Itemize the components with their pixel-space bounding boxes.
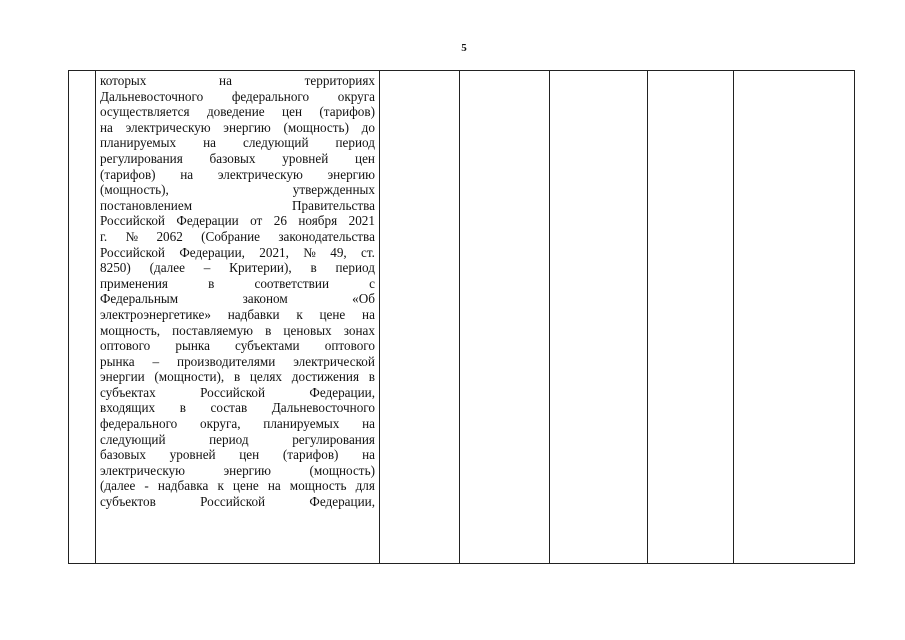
text-line [100, 447, 375, 463]
word: 26 [273, 213, 287, 229]
text-line [100, 245, 375, 261]
word: утвержденных [292, 182, 375, 198]
word: производителями [177, 353, 276, 369]
word: планируемых [263, 416, 340, 432]
text-line [100, 338, 375, 354]
word: № [125, 228, 139, 244]
word: оптового [324, 338, 375, 354]
word: регулирования [100, 150, 183, 166]
word: Правительства [292, 197, 375, 213]
text-line [100, 354, 375, 370]
word: в [179, 400, 186, 416]
word: Дальневосточного [271, 400, 375, 416]
word: 2021, [259, 244, 289, 260]
text-line [100, 369, 375, 385]
text-line [100, 120, 375, 136]
word: надбавка [157, 478, 209, 494]
word: Дальневосточного [100, 88, 204, 104]
word: оптового [100, 338, 151, 354]
text-line [100, 260, 375, 276]
word: ноября [298, 213, 338, 229]
word: рынка [175, 338, 210, 354]
word: электрическую [217, 166, 303, 182]
word: Российской [100, 213, 165, 229]
word: в [233, 369, 241, 385]
word: № [303, 244, 316, 260]
word: с [369, 275, 375, 291]
word: рынка [100, 353, 135, 369]
word: поставляемую [172, 322, 254, 338]
word: мощность, [100, 322, 161, 338]
word: (мощность) [309, 462, 375, 478]
word: 49, [330, 244, 347, 260]
text-line [100, 89, 375, 105]
word: цен [239, 447, 260, 463]
text-line [100, 400, 375, 416]
column-divider [733, 71, 734, 563]
word: - [144, 478, 149, 494]
word: (тарифов) [319, 104, 375, 120]
word: достижения [291, 369, 360, 385]
word: базовых [100, 447, 146, 463]
text-line [100, 307, 375, 323]
word: в [310, 260, 317, 276]
word: планируемых [100, 135, 177, 151]
text-line [100, 478, 375, 494]
text-line [100, 104, 375, 120]
text-line [100, 167, 375, 183]
column-divider [549, 71, 550, 563]
word: энергию [223, 462, 271, 478]
word: доведение [206, 104, 265, 120]
word: Федерации, [179, 244, 245, 260]
word: Федерации, [309, 384, 375, 400]
word: Критерии), [229, 260, 292, 276]
column-divider [95, 71, 96, 563]
word: Федерации [176, 213, 239, 229]
word: к [296, 306, 303, 322]
word: период [335, 135, 375, 151]
word: ст. [361, 244, 375, 260]
word: 2021 [348, 213, 375, 229]
word: на [180, 166, 194, 182]
word: Российской [200, 494, 266, 510]
word: которых [100, 73, 147, 88]
text-line [100, 432, 375, 448]
word: следующий [100, 431, 166, 447]
word: субъектах [100, 384, 156, 400]
word: (тарифов) [282, 447, 339, 463]
word: цен [355, 150, 375, 166]
text-line [100, 73, 375, 89]
word: уровней [169, 447, 216, 463]
word: от [250, 213, 263, 229]
text-line [100, 213, 375, 229]
word: субъектов [100, 494, 156, 510]
word: субъектами [235, 338, 300, 354]
text-line [100, 494, 375, 510]
word: на [362, 447, 375, 463]
word: электрическую [125, 119, 211, 135]
word: на [100, 119, 113, 135]
word: 2062 [156, 228, 183, 244]
word: федерального [231, 88, 310, 104]
word: для [355, 478, 375, 494]
word: электрическую [100, 462, 185, 478]
table-cell-description [100, 73, 375, 510]
word: (далее [149, 260, 185, 276]
word: на [267, 478, 281, 494]
word: цене [232, 478, 259, 494]
word: зонах [343, 322, 375, 338]
word: период [335, 260, 375, 276]
word: базовых [209, 150, 256, 166]
text-line [100, 416, 375, 432]
text-line [100, 229, 375, 245]
word: надбавки [227, 306, 280, 322]
text-line [100, 151, 375, 167]
word: (мощности), [154, 369, 225, 385]
word: целях [249, 369, 283, 385]
word: 8250) [100, 260, 131, 276]
word: период [209, 431, 249, 447]
word: энергию [223, 119, 271, 135]
word: на [219, 73, 232, 88]
word: территориях [304, 73, 375, 88]
column-divider [379, 71, 380, 563]
document-table [68, 70, 855, 564]
column-divider [647, 71, 648, 563]
text-line [100, 385, 375, 401]
word: в [368, 369, 375, 385]
word: на [362, 306, 375, 322]
word: Российской [200, 384, 266, 400]
word: (далее [100, 478, 136, 494]
word: федерального [100, 416, 178, 432]
word: законодательства [278, 228, 375, 244]
word: постановлением [100, 197, 193, 213]
word: электрической [293, 353, 375, 369]
word: цен [282, 104, 302, 120]
word: – [152, 353, 160, 369]
word: входящих [100, 400, 156, 416]
word: применения [100, 275, 168, 291]
word: (мощность), [100, 182, 169, 198]
word: ценовых [283, 322, 332, 338]
text-line [100, 291, 375, 307]
word: следующий [242, 135, 309, 151]
word: соответствии [254, 275, 329, 291]
word: округа [337, 88, 375, 104]
word: Федерации, [309, 494, 375, 510]
word: «Об [352, 291, 375, 307]
column-divider [459, 71, 460, 563]
word: – [203, 260, 211, 276]
word: в [265, 322, 272, 338]
word: в [208, 275, 215, 291]
word: цене [319, 306, 346, 322]
word: на [362, 416, 375, 432]
word: осуществляется [100, 104, 190, 120]
text-line [100, 323, 375, 339]
word: уровней [282, 150, 329, 166]
word: мощность [289, 478, 347, 494]
text-line [100, 135, 375, 151]
page-number: 5 [461, 42, 467, 54]
word: на [203, 135, 216, 151]
word: до [361, 119, 375, 135]
word: к [217, 478, 224, 494]
text-line [100, 198, 375, 214]
word: (мощность) [283, 119, 349, 135]
text-line [100, 276, 375, 292]
word: электроэнергетике» [100, 306, 211, 322]
text-line [100, 182, 375, 198]
word: г. [100, 228, 108, 244]
text-line [100, 463, 375, 479]
word: состав [210, 400, 248, 416]
word: законом [242, 291, 288, 307]
word: Федеральным [100, 291, 179, 307]
word: Российской [100, 244, 165, 260]
word: округа, [199, 416, 241, 432]
word: (тарифов) [100, 166, 156, 182]
word: регулирования [292, 431, 375, 447]
word: (Собрание [201, 228, 261, 244]
word: энергию [327, 166, 375, 182]
word: энергии [100, 369, 145, 385]
